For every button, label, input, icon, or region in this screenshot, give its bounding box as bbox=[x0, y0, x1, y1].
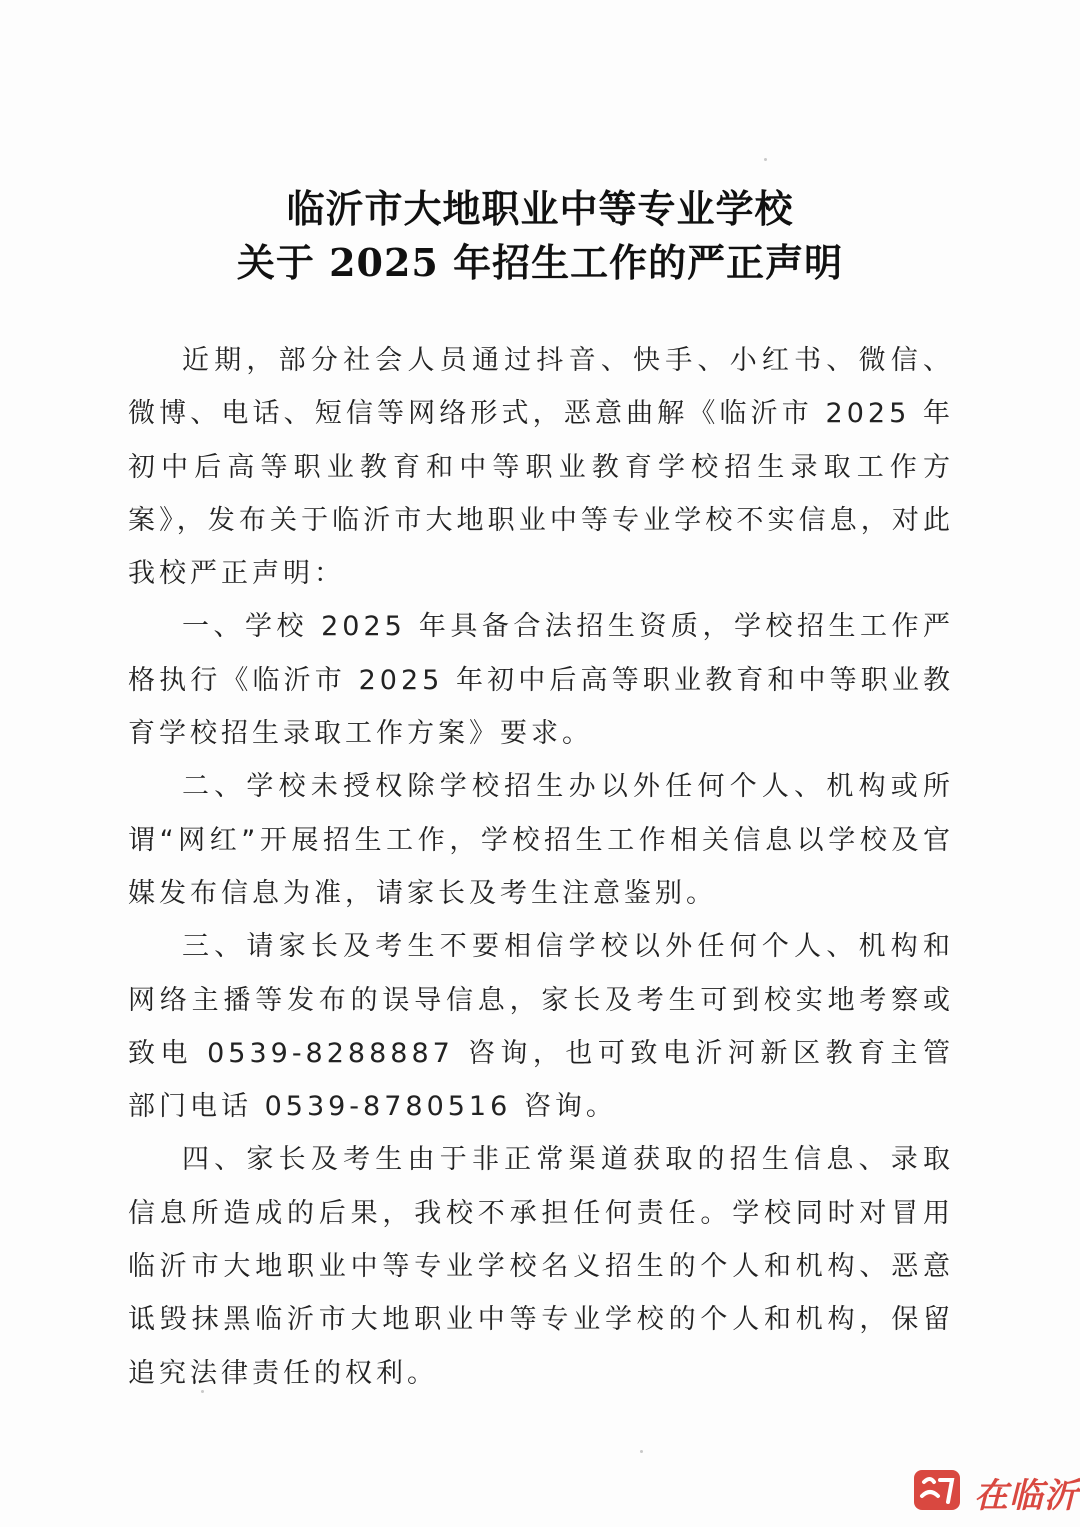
watermark-text: 在临沂 bbox=[974, 1476, 1079, 1516]
watermark-logo-icon bbox=[912, 1466, 968, 1516]
paragraph-intro: 近期，部分社会人员通过抖音、快手、小红书、微信、微博、电话、短信等网络形式，恶意曲解《临沂市 2025 年初中后高等职业教育和中等职业教育学校招生录取工作方案》，发布关于临沂市大地职业中等专业学校不实信息，对此我校严正声明： bbox=[128, 345, 954, 590]
document-title-line-1: 临沂市大地职业中等专业学校 bbox=[286, 186, 794, 231]
paragraph-item-4: 四、家长及考生由于非正常渠道获取的招生信息、录取信息所造成的后果，我校不承担任何责任。学校同时对冒用临沂市大地职业中等专业学校名义招生的个人和机构、恶意诋毁抹黑临沂市大地职业中等专业学校的个人和机构，保留追究法律责任的权利。 bbox=[128, 1144, 954, 1389]
paragraph-item-3: 三、请家长及考生不要相信学校以外任何个人、机构和网络主播等发布的误导信息，家长及考生可到校实地考察或致电 0539-8288887 咨询，也可致电沂河新区教育主管部门电话 0539-8780516 咨询。 bbox=[128, 931, 954, 1123]
watermark bbox=[912, 1462, 1079, 1520]
paragraph-item-1: 一、学校 2025 年具备合法招生资质，学校招生工作严格执行《临沂市 2025 年初中后高等职业教育和中等职业教育学校招生录取工作方案》要求。 bbox=[128, 611, 954, 750]
paragraph-item-2: 二、学校未授权除学校招生办以外任何个人、机构或所谓“网红”开展招生工作，学校招生工作相关信息以学校及官媒发布信息为准，请家长及考生注意鉴别。 bbox=[128, 771, 954, 909]
document-body bbox=[128, 334, 954, 1400]
document-title-line-2: 关于 2025 年招生工作的严正声明 bbox=[236, 240, 844, 285]
